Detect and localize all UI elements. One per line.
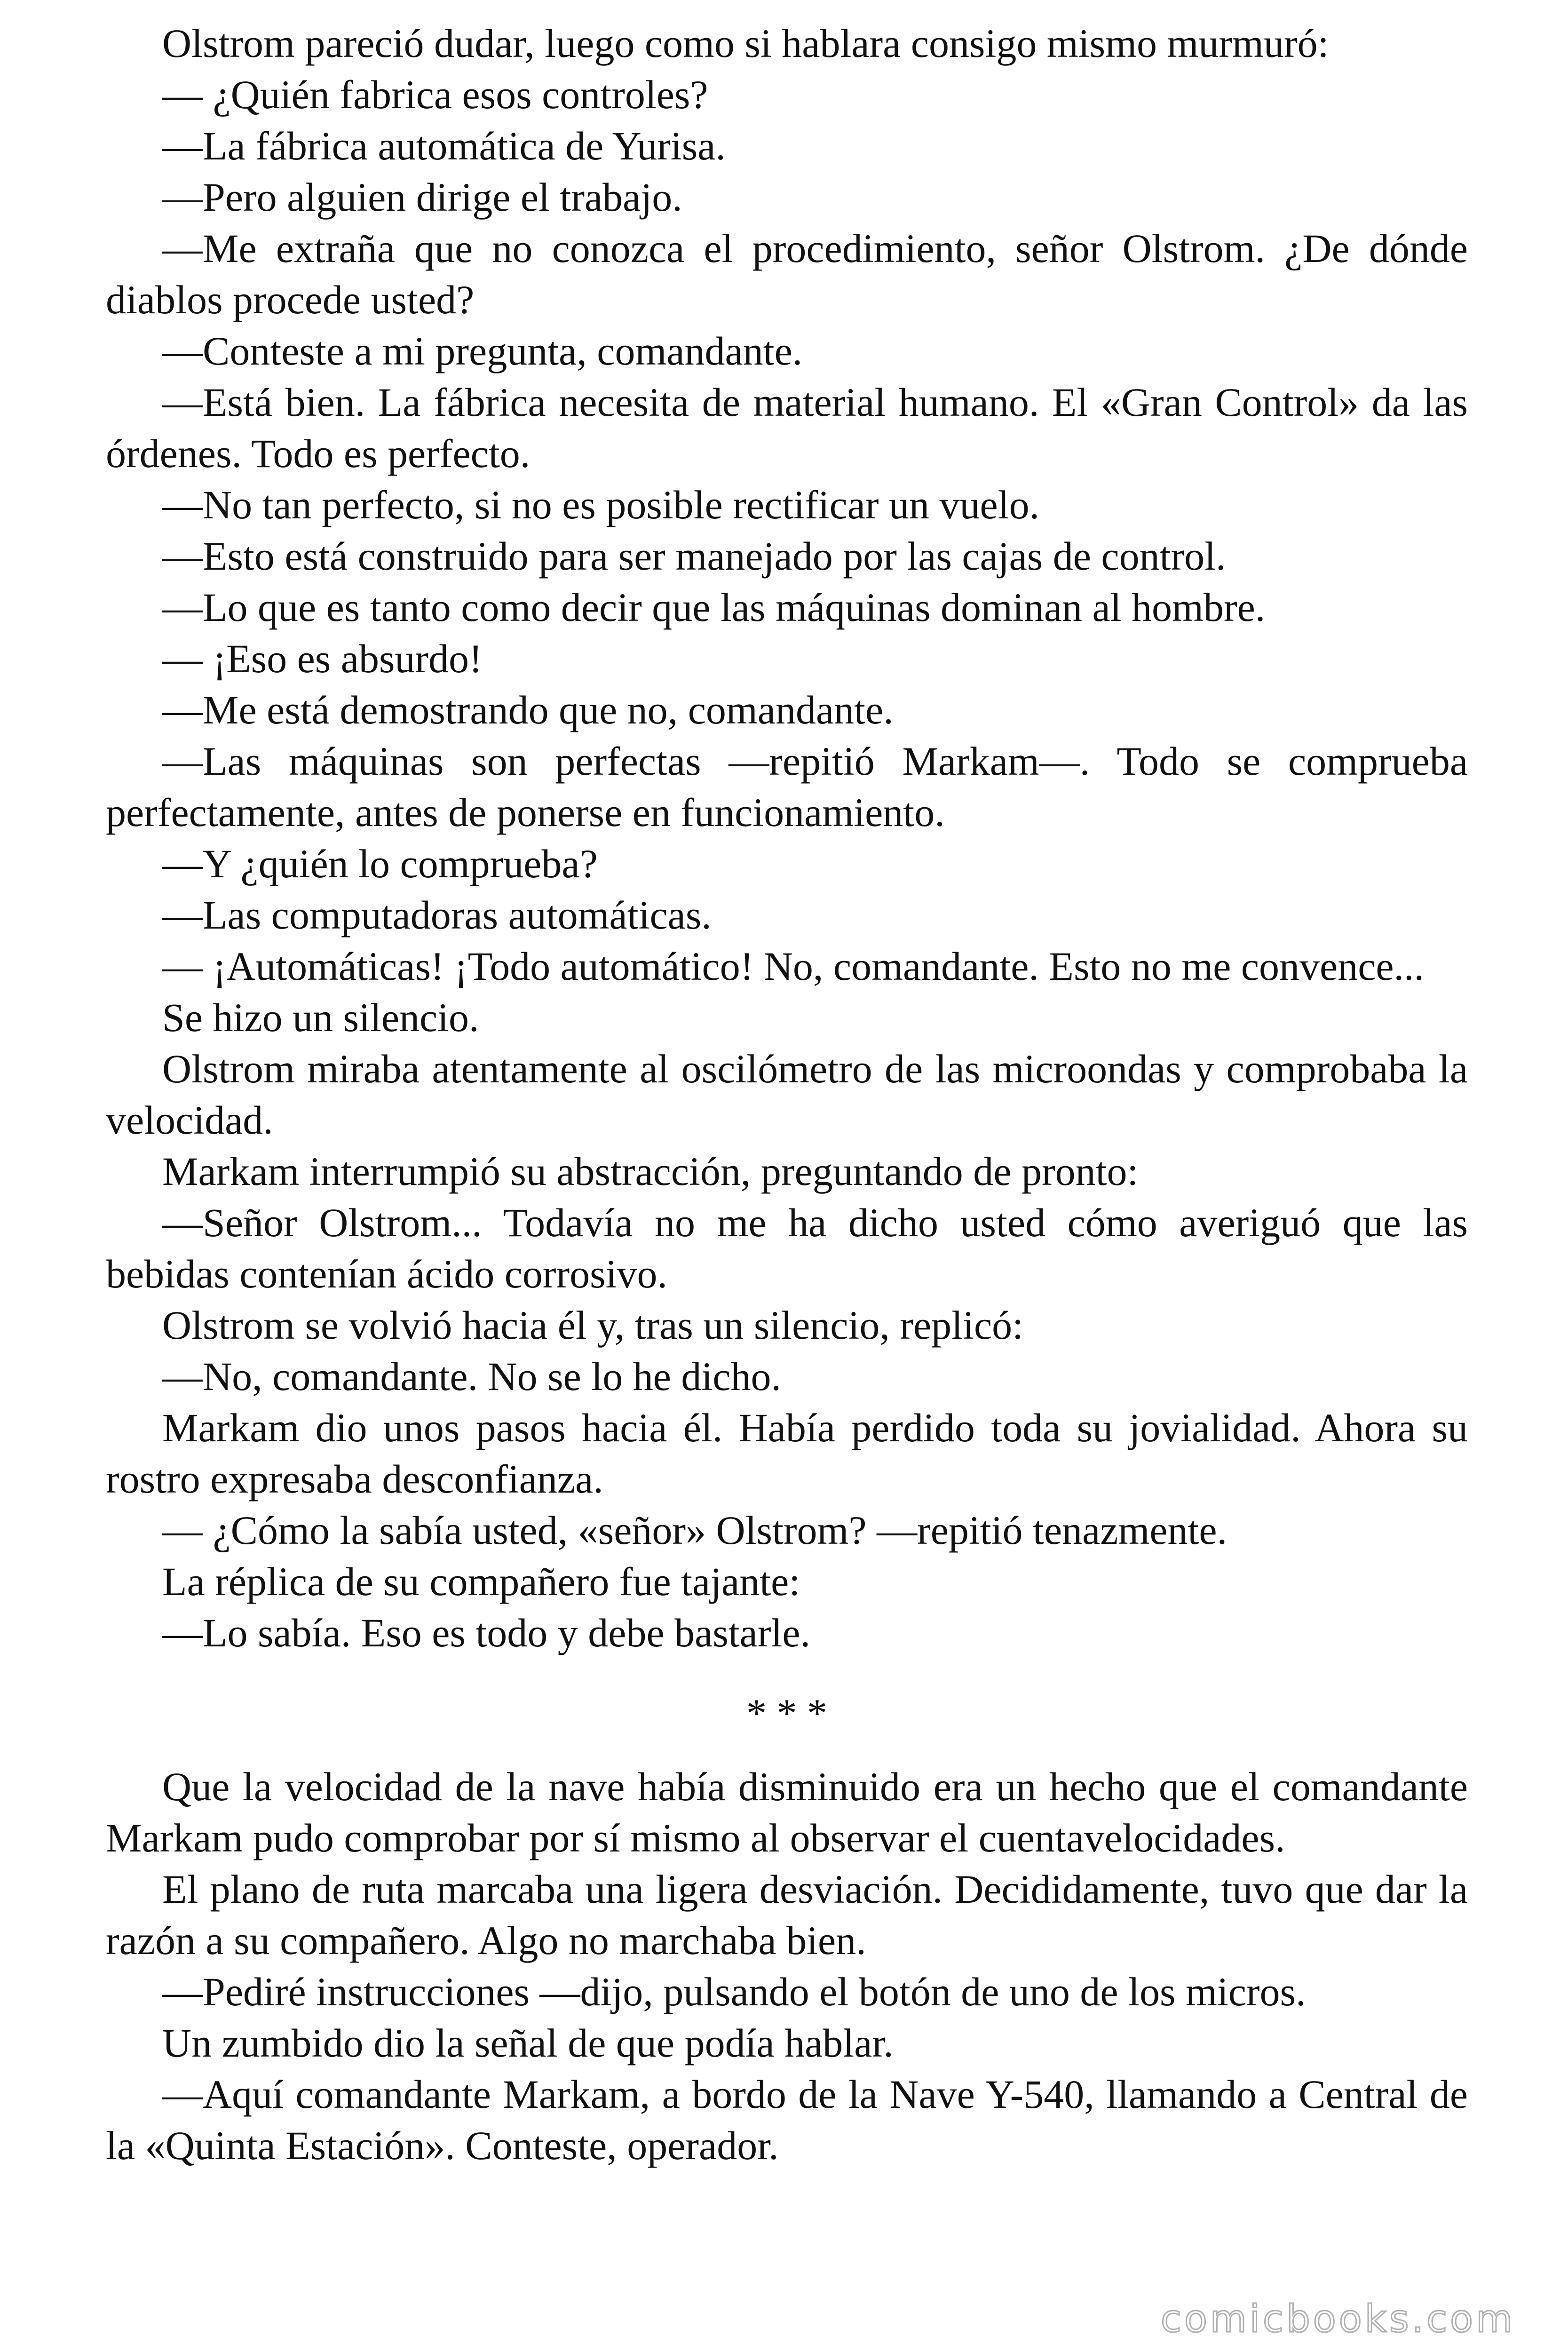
paragraph: Markam dio unos pasos hacia él. Había perdido toda su jovialidad. Ahora su rostro expresaba desconfianza. [106, 1405, 1468, 1502]
paragraph: Se hizo un silencio. [162, 995, 479, 1040]
paragraph: —Me extraña que no conozca el procedimiento, señor Olstrom. ¿De dónde diablos procede usted? [106, 226, 1468, 322]
paragraph: — ¡Automáticas! ¡Todo automático! No, comandante. Esto no me convence... [162, 944, 1425, 989]
paragraph: La réplica de su compañero fue tajante: [162, 1559, 800, 1604]
paragraph: —Me está demostrando que no, comandante. [162, 687, 894, 732]
paragraph: Markam interrumpió su abstracción, preguntando de pronto: [162, 1149, 1139, 1194]
text-block-after [106, 1761, 1468, 2171]
paragraph: —Pediré instrucciones —dijo, pulsando el botón de uno de los micros. [162, 1969, 1306, 2014]
paragraph: —No, comandante. No se lo he dicho. [162, 1354, 781, 1399]
paragraph: — ¿Quién fabrica esos controles? [162, 72, 708, 117]
paragraph: Olstrom miraba atentamente al oscilómetro de las microondas y comprobaba la velocidad. [106, 1046, 1468, 1143]
paragraph: —Las máquinas son perfectas —repitió Markam—. Todo se comprueba perfectamente, antes de ponerse en funcionamiento. [106, 739, 1468, 835]
paragraph: —Lo que es tanto como decir que las máquinas dominan al hombre. [162, 585, 1266, 630]
book-page [106, 18, 1468, 2171]
paragraph: —Conteste a mi pregunta, comandante. [162, 328, 803, 373]
paragraph: —Señor Olstrom... Todavía no me ha dicho usted cómo averiguó que las bebidas contenían ácido corrosivo. [106, 1200, 1468, 1296]
paragraph: —No tan perfecto, si no es posible rectificar un vuelo. [162, 482, 1040, 527]
paragraph: —Las computadoras automáticas. [162, 892, 712, 938]
paragraph: —Pero alguien dirige el trabajo. [162, 175, 682, 220]
paragraph: —Y ¿quién lo comprueba? [162, 841, 598, 886]
paragraph: Un zumbido dio la señal de que podía hablar. [162, 2020, 894, 2066]
paragraph: — ¡Eso es absurdo! [162, 636, 483, 681]
paragraph: Olstrom se volvió hacia él y, tras un silencio, replicó: [162, 1303, 1024, 1348]
text-block-before [106, 18, 1468, 1659]
paragraph: —Lo sabía. Eso es todo y debe bastarle. [162, 1610, 811, 1655]
watermark: comicbooks.com [1160, 2297, 1515, 2341]
paragraph: El plano de ruta marcaba una ligera desviación. Decididamente, tuvo que dar la razón a su compañero. Algo no marchaba bien. [106, 1867, 1468, 1963]
paragraph: —Esto está construido para ser manejado por las cajas de control. [162, 533, 1226, 579]
paragraph: —Aquí comandante Markam, a bordo de la Nave Y-540, llamando a Central de la «Quinta Estación». Conteste, operador. [106, 2072, 1468, 2168]
section-separator: * * * [746, 1691, 827, 1736]
paragraph: — ¿Cómo la sabía usted, «señor» Olstrom? —repitió tenazmente. [162, 1508, 1227, 1553]
paragraph: —Está bien. La fábrica necesita de material humano. El «Gran Control» da las órdenes. Todo es perfecto. [106, 380, 1468, 476]
paragraph: Que la velocidad de la nave había disminuido era un hecho que el comandante Markam pudo comprobar por sí mismo al observar el cuentavelocidades. [106, 1764, 1468, 1860]
paragraph: Olstrom pareció dudar, luego como si hablara consigo mismo murmuró: [162, 21, 1329, 66]
paragraph: —La fábrica automática de Yurisa. [162, 123, 726, 168]
